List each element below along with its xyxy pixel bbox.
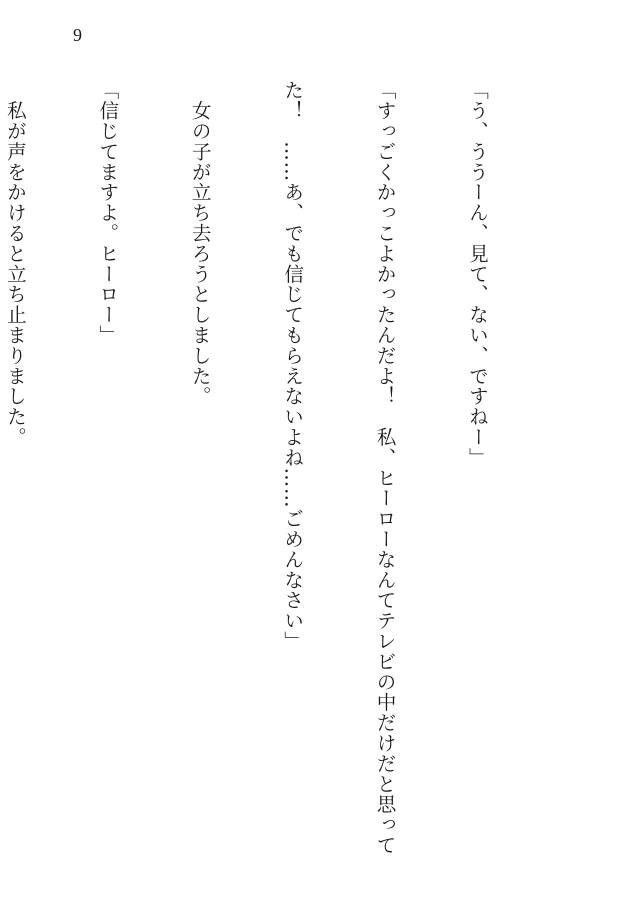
text-line: 女の子が立ち去ろうとしました。 [188,80,212,407]
text-line: 私が声をかけると立ち止まりました。 [3,80,27,448]
text-line: 「う、ううーん、見て、ない、ですねー」 [465,80,489,468]
text-line: た！ ……あ、でも信じてもらえないよね……ごめんなさい」 [280,80,304,652]
vertical-text-body [3,80,553,856]
text-line: 「すっごくかっこよかったんだよ！ 私、ヒーローなんてテレビの中だけだと思って [373,80,397,856]
text-line: 「信じてますよ。ヒーロー」 [95,80,119,346]
page-number: 9 [73,25,82,45]
